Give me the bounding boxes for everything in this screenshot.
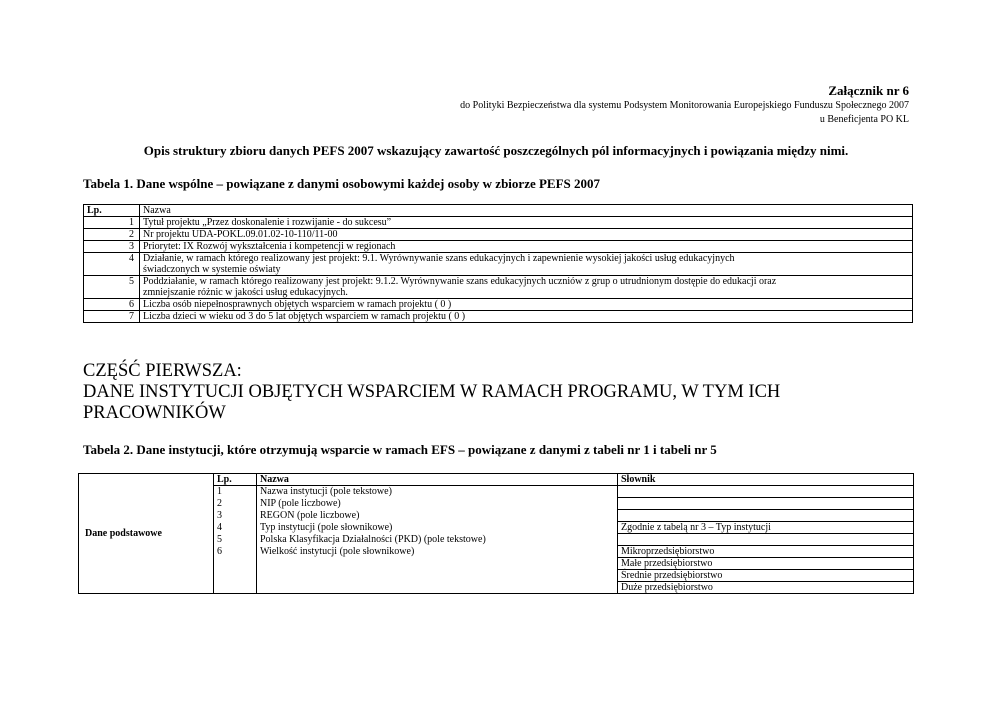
row-name: Wielkość instytucji (pole słownikowe) — [257, 546, 618, 558]
row-number: 4 — [84, 253, 140, 276]
row-name: NIP (pole liczbowe) — [257, 498, 618, 510]
table2-caption: Tabela 2. Dane instytucji, które otrzymują wsparcie w ramach EFS – powiązane z danymi z tabeli nr 1 i tabeli nr 5 — [83, 442, 717, 457]
row-number: 5 — [214, 534, 257, 546]
row-number — [214, 558, 257, 570]
document-title: Opis struktury zbioru danych PEFS 2007 wskazujący zawartość poszczególnych pól informacyjnych i powiązania między nimi. — [143, 143, 849, 158]
table-row — [84, 241, 913, 253]
row-name: Nazwa instytucji (pole tekstowe) — [257, 486, 618, 498]
row-text: Nr projektu UDA-POKL.09.01.02-10-110/11-00 — [140, 229, 913, 241]
part-heading-line1: CZĘŚĆ PIERWSZA: — [83, 361, 242, 381]
table2-header-dict: Słownik — [618, 474, 914, 486]
table-row — [84, 299, 913, 311]
row-name: Typ instytucji (pole słownikowe) — [257, 522, 618, 534]
row-text: Działanie, w ramach którego realizowany jest projekt: 9.1. Wyrównywanie szans edukacyjnych i zapewnienie wysokiej jakości usług edukacyjnych świadczonych w systemie oświaty — [140, 253, 913, 276]
row-name — [257, 582, 618, 594]
row-number: 1 — [84, 217, 140, 229]
attachment-subtitle-line2: u Beneficjenta PO KL — [819, 114, 909, 125]
table1-header-row — [84, 205, 913, 217]
row-name — [257, 558, 618, 570]
table1-header-lp: Lp. — [84, 205, 140, 217]
row-name: REGON (pole liczbowe) — [257, 510, 618, 522]
row-dict — [618, 498, 914, 510]
row-text: Poddziałanie, w ramach którego realizowany jest projekt: 9.1.2. Wyrównywanie szans edukacyjnych uczniów z grup o utrudnionym dostępie do edukacji oraz zmniejszanie różnic w jakości usług edukacyjnych. — [140, 276, 913, 299]
row-text: Priorytet: IX Rozwój wykształcenia i kompetencji w regionach — [140, 241, 913, 253]
row-text: Liczba osób niepełnosprawnych objętych wsparciem w ramach projektu ( 0 ) — [140, 299, 913, 311]
part-heading — [83, 361, 923, 424]
row-number: 3 — [84, 241, 140, 253]
table-row — [84, 217, 913, 229]
row-text: Tytuł projektu „Przez doskonalenie i rozwijanie - do sukcesu” — [140, 217, 913, 229]
row-dict — [618, 534, 914, 546]
table2-header-name: Nazwa — [257, 474, 618, 486]
attachment-subtitle-line1: do Polityki Bezpieczeństwa dla systemu Podsystem Monitorowania Europejskiego Funduszu Społecznego 2007 — [460, 100, 909, 111]
table2-header-lp: Lp. — [214, 474, 257, 486]
table1-header-name: Nazwa — [140, 205, 913, 217]
row-dict — [618, 486, 914, 498]
table1 — [83, 204, 913, 323]
row-number: 2 — [214, 498, 257, 510]
row-number — [214, 570, 257, 582]
row-dict: Duże przedsiębiorstwo — [618, 582, 914, 594]
row-name: Polska Klasyfikacja Działalności (PKD) (pole tekstowe) — [257, 534, 618, 546]
table-row — [84, 311, 913, 323]
row-dict: Zgodnie z tabelą nr 3 – Typ instytucji — [618, 522, 914, 534]
row-number: 6 — [214, 546, 257, 558]
row-number: 5 — [84, 276, 140, 299]
table-row — [84, 276, 913, 299]
table-row — [84, 253, 913, 276]
row-dict: Małe przedsiębiorstwo — [618, 558, 914, 570]
row-dict: Mikroprzedsiębiorstwo — [618, 546, 914, 558]
attachment-title: Załącznik nr 6 — [828, 83, 909, 98]
table2-header-row — [79, 474, 914, 486]
table2-block-label: Dane podstawowe — [79, 474, 214, 594]
row-dict: Średnie przedsiębiorstwo — [618, 570, 914, 582]
row-number: 4 — [214, 522, 257, 534]
row-number: 1 — [214, 486, 257, 498]
part-heading-line3: PRACOWNIKÓW — [83, 403, 226, 423]
row-name — [257, 570, 618, 582]
row-text: Liczba dzieci w wieku od 3 do 5 lat objętych wsparciem w ramach projektu ( 0 ) — [140, 311, 913, 323]
row-number: 2 — [84, 229, 140, 241]
table-row — [84, 229, 913, 241]
table2 — [78, 473, 914, 594]
row-dict — [618, 510, 914, 522]
row-number: 3 — [214, 510, 257, 522]
row-number — [214, 582, 257, 594]
part-heading-line2: DANE INSTYTUCJI OBJĘTYCH WSPARCIEM W RAMACH PROGRAMU, W TYM ICH — [83, 382, 781, 402]
row-number: 7 — [84, 311, 140, 323]
table1-caption: Tabela 1. Dane wspólne – powiązane z danymi osobowymi każdej osoby w zbiorze PEFS 2007 — [83, 176, 601, 191]
row-number: 6 — [84, 299, 140, 311]
